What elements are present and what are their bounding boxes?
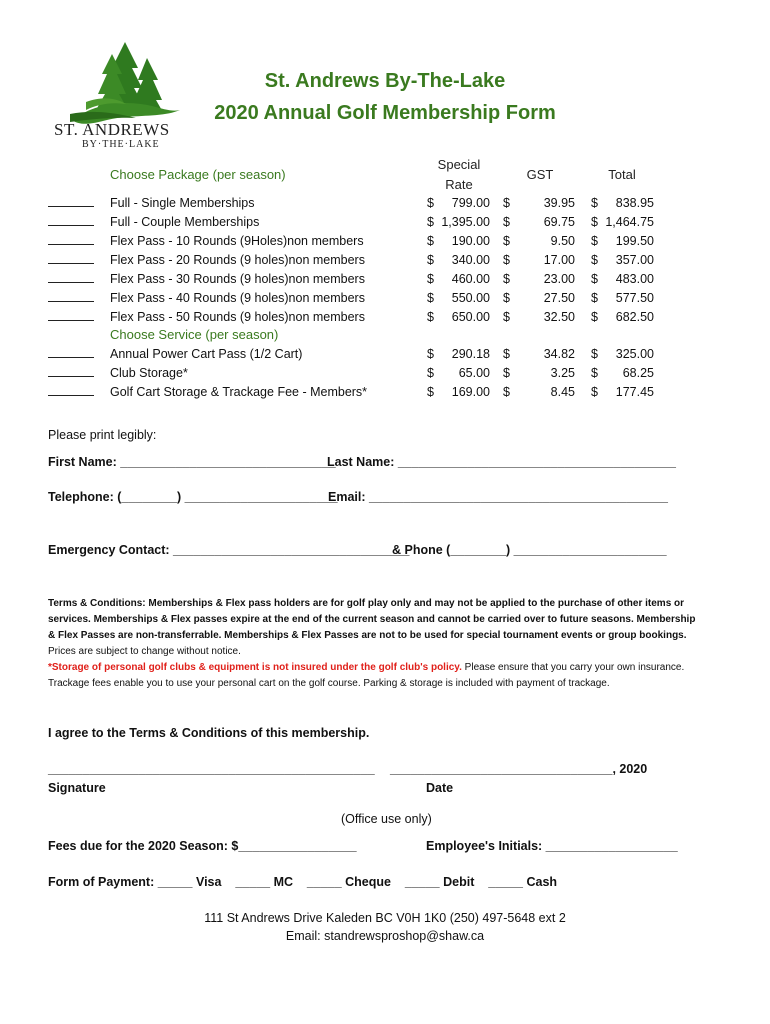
- currency-symbol: $: [427, 196, 434, 210]
- signature-label: Signature: [48, 781, 106, 795]
- service-row: [0, 384, 770, 403]
- gst-value: 27.50: [543, 291, 575, 305]
- selection-blank[interactable]: [48, 282, 94, 283]
- item-label: Flex Pass - 20 Rounds (9 holes)non members: [110, 253, 365, 267]
- item-label: Full - Single Memberships: [110, 196, 255, 210]
- currency-symbol: $: [503, 234, 510, 248]
- total-value: 357.00: [615, 253, 654, 267]
- rate-value: 650.00: [451, 310, 490, 324]
- rate-value: 65.00: [458, 366, 490, 380]
- package-header: Choose Package (per season): [110, 167, 286, 182]
- total-value: 177.45: [615, 385, 654, 399]
- selection-blank[interactable]: [48, 263, 94, 264]
- rate-header-line1: Special: [437, 157, 481, 172]
- currency-symbol: $: [427, 310, 434, 324]
- selection-blank[interactable]: [48, 357, 94, 358]
- selection-blank[interactable]: [48, 320, 94, 321]
- form-subtitle: 2020 Annual Golf Membership Form: [214, 102, 556, 124]
- insurance-note: Please ensure that you carry your own insurance.: [461, 662, 685, 673]
- item-label: Flex Pass - 50 Rounds (9 holes)non members: [110, 310, 365, 324]
- currency-symbol: $: [427, 347, 434, 361]
- payment-method-options[interactable]: Form of Payment: _____ Visa _____ MC _____ Cheque _____ Debit _____ Cash: [48, 875, 558, 889]
- gst-header: GST: [526, 167, 554, 182]
- item-label: Golf Cart Storage & Trackage Fee - Members*: [110, 385, 368, 399]
- package-row: [0, 195, 770, 214]
- currency-symbol: $: [503, 310, 510, 324]
- last-name-field[interactable]: Last Name: ________________________________________: [327, 455, 676, 469]
- currency-symbol: $: [591, 253, 598, 267]
- total-value: 68.25: [622, 366, 654, 380]
- gst-value: 8.45: [550, 385, 575, 399]
- logo-name: ST. ANDREWS: [54, 120, 170, 139]
- package-row: [0, 309, 770, 328]
- currency-symbol: $: [503, 215, 510, 229]
- rate-value: 190.00: [451, 234, 490, 248]
- currency-symbol: $: [591, 366, 598, 380]
- selection-blank[interactable]: [48, 395, 94, 396]
- rate-value: 290.18: [451, 347, 490, 361]
- total-value: 1,464.75: [605, 215, 654, 229]
- currency-symbol: $: [591, 291, 598, 305]
- currency-symbol: $: [427, 215, 434, 229]
- currency-symbol: $: [503, 272, 510, 286]
- currency-symbol: $: [591, 272, 598, 286]
- currency-symbol: $: [591, 215, 598, 229]
- gst-value: 39.95: [543, 196, 575, 210]
- currency-symbol: $: [591, 347, 598, 361]
- rate-value: 340.00: [451, 253, 490, 267]
- gst-value: 23.00: [543, 272, 575, 286]
- currency-symbol: $: [427, 253, 434, 267]
- total-value: 577.50: [615, 291, 654, 305]
- package-row: [0, 290, 770, 309]
- currency-symbol: $: [591, 310, 598, 324]
- gst-value: 3.25: [550, 366, 575, 380]
- selection-blank[interactable]: [48, 244, 94, 245]
- package-row: [0, 271, 770, 290]
- employee-initials-field[interactable]: Employee's Initials: ___________________: [426, 839, 678, 853]
- item-label: Flex Pass - 30 Rounds (9 holes)non members: [110, 272, 365, 286]
- total-value: 483.00: [615, 272, 654, 286]
- package-row: [0, 252, 770, 271]
- gst-value: 9.50: [550, 234, 575, 248]
- package-row: [0, 214, 770, 233]
- total-value: 682.50: [615, 310, 654, 324]
- currency-symbol: $: [427, 272, 434, 286]
- fees-due-field[interactable]: Fees due for the 2020 Season: $_________________: [48, 839, 357, 853]
- total-value: 325.00: [615, 347, 654, 361]
- currency-symbol: $: [503, 291, 510, 305]
- office-use-label: (Office use only): [341, 812, 432, 826]
- selection-blank[interactable]: [48, 301, 94, 302]
- form-title: St. Andrews By-The-Lake: [264, 70, 506, 92]
- agree-statement: I agree to the Terms & Conditions of this membership.: [48, 726, 370, 740]
- terms-block: [48, 596, 728, 692]
- package-row: [0, 233, 770, 252]
- item-label: Club Storage*: [110, 366, 188, 380]
- gst-value: 34.82: [543, 347, 575, 361]
- item-label: Annual Power Cart Pass (1/2 Cart): [110, 347, 303, 361]
- terms-line: Trackage fees enable you to use your personal cart on the golf course. Parking & storage is included with payment of trackage.: [48, 678, 610, 689]
- service-row: [0, 346, 770, 365]
- selection-blank[interactable]: [48, 225, 94, 226]
- item-label: Full - Couple Memberships: [110, 215, 260, 229]
- rate-value: 460.00: [451, 272, 490, 286]
- date-label: Date: [426, 781, 454, 795]
- logo-subtitle: BY·THE·LAKE: [82, 139, 160, 150]
- rate-value: 799.00: [451, 196, 490, 210]
- footer-email: Email: standrewsproshop@shaw.ca: [285, 929, 485, 943]
- currency-symbol: $: [427, 234, 434, 248]
- currency-symbol: $: [591, 234, 598, 248]
- gst-value: 32.50: [543, 310, 575, 324]
- currency-symbol: $: [503, 253, 510, 267]
- currency-symbol: $: [427, 385, 434, 399]
- print-note: Please print legibly:: [48, 428, 157, 442]
- currency-symbol: $: [427, 366, 434, 380]
- currency-symbol: $: [503, 196, 510, 210]
- rate-value: 169.00: [451, 385, 490, 399]
- selection-blank[interactable]: [48, 376, 94, 377]
- item-label: Flex Pass - 40 Rounds (9 holes)non members: [110, 291, 365, 305]
- emergency-phone-field[interactable]: & Phone (________) ______________________: [392, 543, 667, 557]
- rate-value: 1,395.00: [441, 215, 490, 229]
- email-field[interactable]: Email: ___________________________________________: [328, 490, 668, 504]
- currency-symbol: $: [503, 366, 510, 380]
- emergency-contact-field[interactable]: Emergency Contact: __________________________________: [48, 543, 410, 557]
- date-line[interactable]: ________________________________, 2020: [390, 762, 648, 776]
- currency-symbol: $: [503, 347, 510, 361]
- telephone-field[interactable]: Telephone: (________) ______________________: [48, 490, 338, 504]
- terms-line: Prices are subject to change without notice.: [48, 646, 241, 657]
- storage-warning: *Storage of personal golf clubs & equipment is not insured under the golf club's policy.: [48, 662, 462, 673]
- rate-header-line2: Rate: [445, 177, 473, 192]
- rate-value: 550.00: [451, 291, 490, 305]
- currency-symbol: $: [591, 385, 598, 399]
- total-value: 838.95: [615, 196, 654, 210]
- item-label: Flex Pass - 10 Rounds (9Holes)non members: [110, 234, 364, 248]
- total-header: Total: [608, 167, 636, 182]
- gst-value: 69.75: [543, 215, 575, 229]
- service-header: Choose Service (per season): [110, 327, 279, 342]
- terms-line: services. Memberships & Flex passes expire at the end of the current season and cannot be carried over to future seasons. Membership: [48, 614, 696, 625]
- footer-address: 111 St Andrews Drive Kaleden BC V0H 1K0 (250) 497-5648 ext 2: [204, 911, 566, 925]
- selection-blank[interactable]: [48, 206, 94, 207]
- currency-symbol: $: [503, 385, 510, 399]
- first-name-field[interactable]: First Name: _______________________________: [48, 455, 336, 469]
- terms-line: & Flex Passes are non-transferrable. Memberships & Flex Passes are not to be used for special tournament events or group bookings.: [48, 630, 687, 641]
- gst-value: 17.00: [543, 253, 575, 267]
- signature-line[interactable]: _______________________________________________: [48, 762, 375, 776]
- currency-symbol: $: [427, 291, 434, 305]
- terms-line: Terms & Conditions: Memberships & Flex pass holders are for golf play only and may not be applied to the purchase of other items or: [48, 598, 685, 609]
- service-row: [0, 365, 770, 384]
- total-value: 199.50: [615, 234, 654, 248]
- currency-symbol: $: [591, 196, 598, 210]
